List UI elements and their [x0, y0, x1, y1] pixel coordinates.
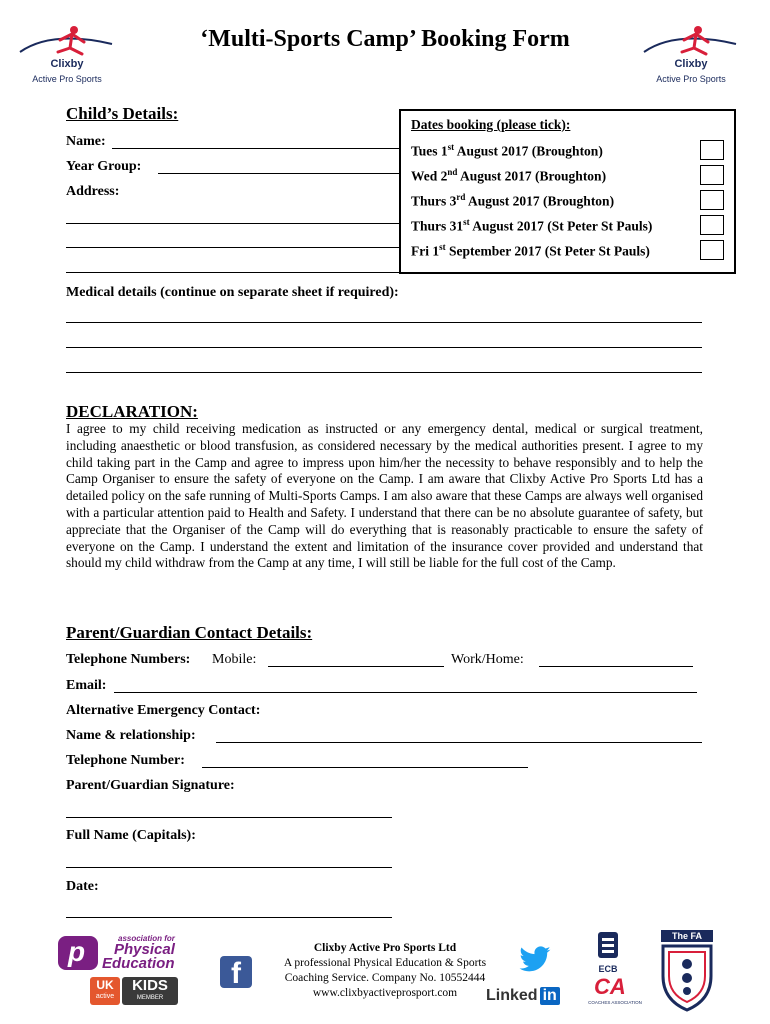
- work-home-field[interactable]: [539, 666, 693, 667]
- address-field-line-3[interactable]: [66, 272, 399, 273]
- email-field[interactable]: [114, 692, 697, 693]
- date-field[interactable]: [66, 917, 392, 918]
- medical-field-line-2[interactable]: [66, 347, 702, 348]
- date-checkbox-1[interactable]: [700, 140, 724, 160]
- clixby-logo-right: Clixby Active Pro Sports: [636, 22, 746, 92]
- address-field-line-1[interactable]: [66, 223, 399, 224]
- name-field[interactable]: [112, 148, 399, 149]
- uk-active-kids-logo: UK active KIDS MEMBER: [90, 977, 180, 1005]
- fa-crest-icon: [657, 942, 717, 1012]
- signature-label: Parent/Guardian Signature:: [66, 778, 235, 793]
- mobile-field[interactable]: [268, 666, 444, 667]
- date-checkbox-3[interactable]: [700, 190, 724, 210]
- footer-website[interactable]: www.clixbyactiveprosport.com: [312, 987, 458, 999]
- email-label: Email:: [66, 678, 107, 693]
- footer-company-name: Clixby Active Pro Sports Ltd: [313, 942, 457, 954]
- the-fa-logo: The FA: [657, 930, 717, 1012]
- mobile-label: Mobile:: [212, 652, 257, 667]
- alternative-contact-label: Alternative Emergency Contact:: [66, 703, 261, 718]
- contact-heading: Parent/Guardian Contact Details:: [66, 623, 313, 642]
- coaches-association-logo: CA COACHES ASSOCIATION: [588, 974, 642, 1005]
- date-checkbox-4[interactable]: [700, 215, 724, 235]
- signature-field[interactable]: [66, 817, 392, 818]
- dates-heading: Dates booking (please tick):: [411, 117, 571, 132]
- year-group-label: Year Group:: [66, 159, 142, 174]
- facebook-icon[interactable]: f: [220, 956, 252, 988]
- name-label: Name:: [66, 134, 106, 149]
- footer-company-info: [260, 941, 510, 1001]
- date-checkbox-5[interactable]: [700, 240, 724, 260]
- ecb-crest-icon: [594, 930, 622, 964]
- work-home-label: Work/Home:: [451, 652, 524, 667]
- declaration-heading: DECLARATION:: [66, 402, 198, 421]
- dates-booking-box: [399, 109, 736, 274]
- ecb-logo: ECB: [594, 930, 622, 978]
- footer-line-2: Coaching Service. Company No. 10552444: [284, 972, 486, 984]
- date-option-2: Wed 2nd August 2017 (Broughton): [411, 167, 607, 184]
- telephone-number-field[interactable]: [202, 767, 528, 768]
- medical-field-line-1[interactable]: [66, 322, 702, 323]
- medical-details-label: Medical details (continue on separate sheet if required):: [66, 285, 399, 300]
- full-name-field[interactable]: [66, 867, 392, 868]
- telephone-number-label: Telephone Number:: [66, 753, 185, 768]
- address-field-line-2[interactable]: [66, 247, 399, 248]
- name-relationship-field[interactable]: [216, 742, 702, 743]
- date-option-3: Thurs 3rd August 2017 (Broughton): [411, 192, 615, 209]
- twitter-icon[interactable]: [518, 946, 552, 979]
- date-checkbox-2[interactable]: [700, 165, 724, 185]
- footer-line-1: A professional Physical Education & Sports: [283, 957, 487, 969]
- linkedin-in-badge: in: [540, 987, 560, 1005]
- date-label: Date:: [66, 879, 99, 894]
- full-name-label: Full Name (Capitals):: [66, 828, 196, 843]
- medical-field-line-3[interactable]: [66, 372, 702, 373]
- date-option-5: Fri 1st September 2017 (St Peter St Pauls): [411, 242, 650, 259]
- address-label: Address:: [66, 184, 120, 199]
- date-option-1: Tues 1st August 2017 (Broughton): [411, 142, 603, 159]
- year-group-field[interactable]: [158, 173, 399, 174]
- declaration-text: I agree to my child receiving medication as instructed or any emergency dental, medical or surgical treatment, including anaesthetic or blood transfusion, as considered necessary by the medical authorities present. I agree to my child taking part in the Camp and agree to impress upon him/her the necessity to behave responsibly and to help the Camp Organiser to ensure the safety of everyone on the Camp. I am aware that Clixby Active Pro Sports Ltd has a detailed policy on the safe running of Multi-Sports Camps. I am also aware that these Camps are always well organised with a particular attention paid to Health and Safety. I understand that there can be no absolute guarantee of safety, but appreciate that the Organiser of the Camp will do everything that is reasonably practicable to ensure the safety of everyone on the Camp. I understand the extent and limitation of the insurance cover provided and understand that should my child withdraw from the Camp at any time, I will still be liable for the full cost of the Camp.: [66, 421, 703, 571]
- clixby-logo-left: Clixby Active Pro Sports: [12, 22, 122, 92]
- afpe-mark-letter: p: [68, 936, 86, 967]
- name-relationship-label: Name & relationship:: [66, 728, 196, 743]
- telephone-numbers-label: Telephone Numbers:: [66, 652, 191, 667]
- date-option-4: Thurs 31st August 2017 (St Peter St Pauls): [411, 217, 653, 234]
- child-details-heading: Child’s Details:: [66, 104, 179, 123]
- page-title: ‘Multi-Sports Camp’ Booking Form: [200, 26, 570, 52]
- linkedin-logo[interactable]: Linked in: [486, 987, 560, 1005]
- afpe-logo: p association for Physical Education: [58, 934, 208, 974]
